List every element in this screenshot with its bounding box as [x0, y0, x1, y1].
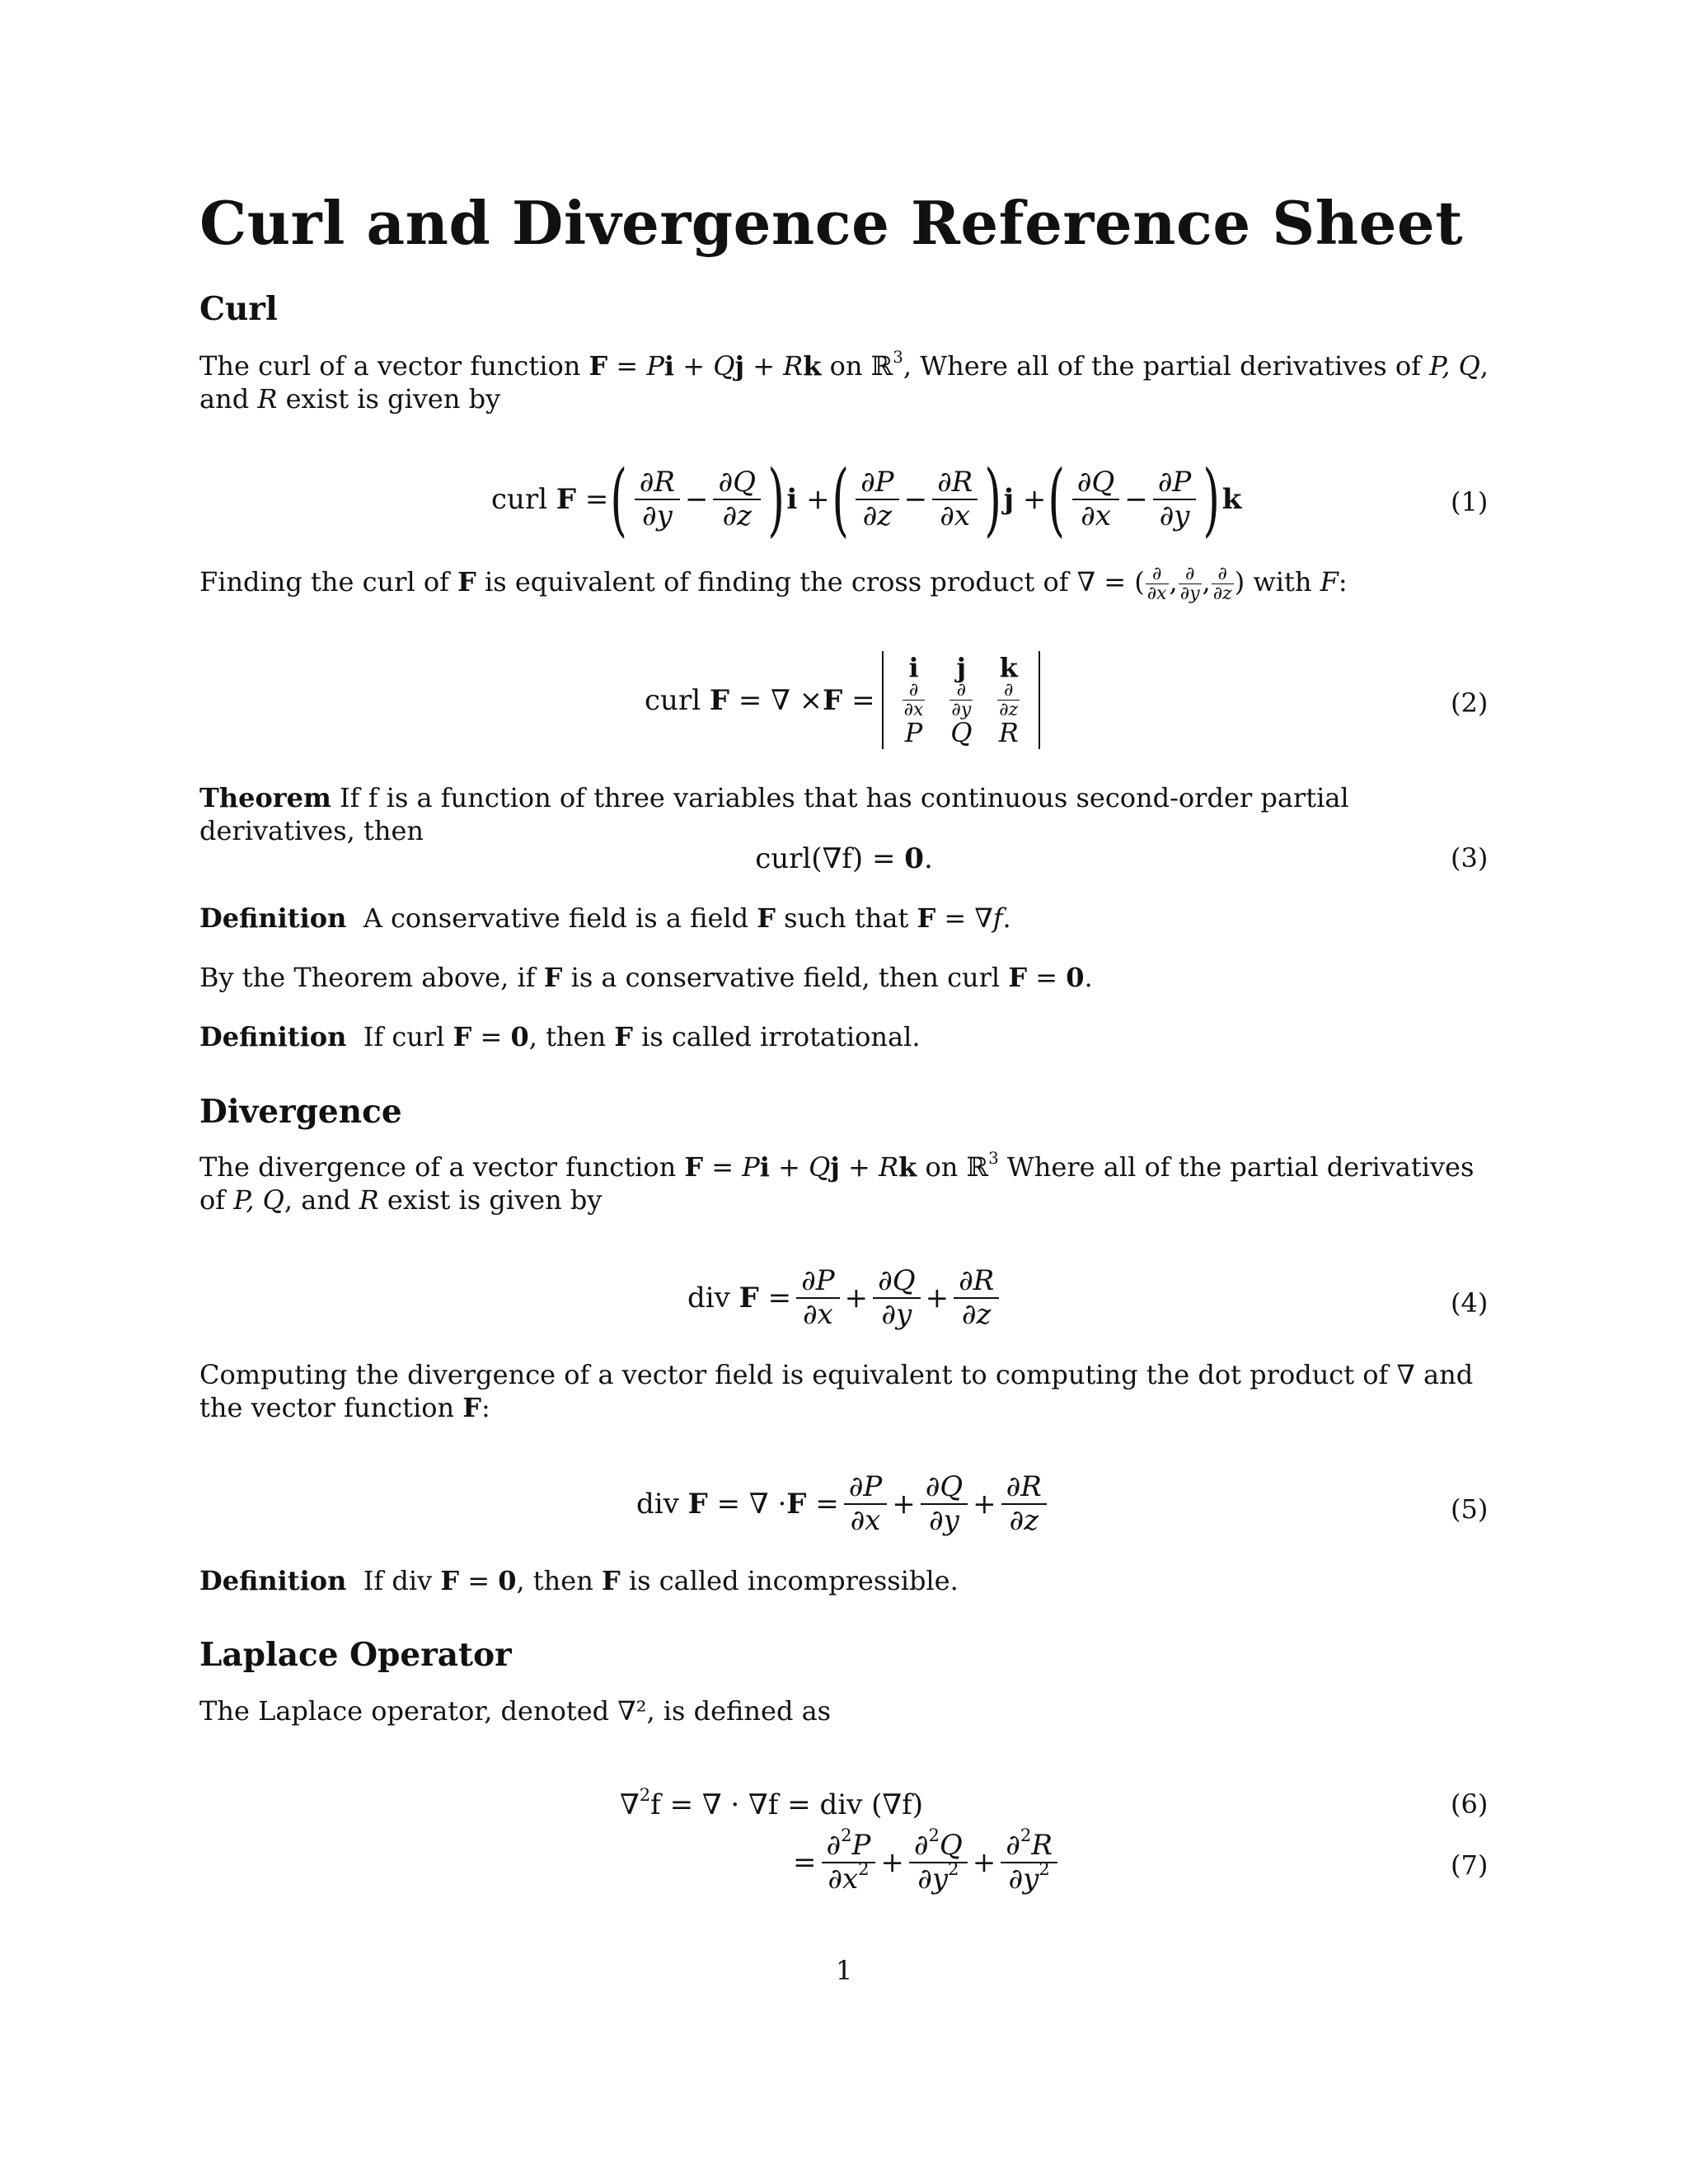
equation-3-number: (3) [1451, 842, 1489, 874]
definition-incompressible: Definition If div F = 0, then F is called incompressible. [199, 1565, 959, 1596]
theorem-paragraph: Theorem If f is a function of three variables that has continuous second-order partial derivatives, then [199, 782, 1349, 846]
page-number: 1 [835, 1955, 853, 1986]
equation-2-number: (2) [1451, 687, 1489, 719]
divergence-dot-product-paragraph: Computing the divergence of a vector field is equivalent to computing the dot product of ∇ and the vector function F: [199, 1359, 1474, 1423]
equation-6-number: (6) [1451, 1788, 1489, 1820]
equation-1-number: (1) [1451, 486, 1489, 518]
equation-2: curl F = ∇ × F = i j k $\frac{\partial}{\partial x}$ $\frac{\partial}{\partial y}$ $\frac{\partial}{\partial z}$ P Q R [645, 651, 1386, 749]
definition-irrotational: Definition If curl F = 0, then F is called irrotational. [199, 1021, 921, 1052]
section-heading-curl: Curl [199, 290, 278, 328]
divergence-intro-paragraph: The divergence of a vector function F = Pi + Qj + Rk on ℝ$^3$ Where all of the partial derivatives of P, Q, and R exist is given by [199, 1149, 1475, 1216]
equation-3: curl(∇f) = 0. [755, 842, 933, 875]
curl-intro-paragraph: The curl of a vector function F = Pi + Qj + Rk on ℝ$^3$, Where all of the partial derivatives of P, Q, and R exist is given by [199, 348, 1489, 415]
by-theorem-paragraph: By the Theorem above, if F is a conservative field, then curl F = 0. [199, 962, 1093, 993]
curl-cross-product-paragraph: Finding the curl of F is equivalent of finding the cross product of ∇ = ( $\frac{\partial}{\partial x}$ , $\frac{\partial}{\partial y}$ , $\frac{\partial}{\partial z}$ ) with F: [199, 564, 1348, 605]
section-heading-divergence: Divergence [199, 1093, 402, 1131]
section-heading-laplace: Laplace Operator [199, 1636, 512, 1674]
determinant-matrix: i j k $\frac{\partial}{\partial x}$ $\frac{\partial}{\partial y}$ $\frac{\partial}{\partial z}$ P Q R [882, 651, 1041, 749]
equation-7-number: (7) [1451, 1849, 1489, 1881]
definition-conservative: Definition A conservative field is a field F such that F = ∇f. [199, 902, 1011, 934]
equation-5: div F = ∇ · F = $\frac{\partial P}{\partial x}$ + $\frac{\partial Q}{\partial y}$ + $\frac{\partial R}{\partial z}$ [636, 1471, 1296, 1537]
equation-7: = $\frac{\partial^2P}{\partial x^2}$ + $\frac{\partial^2Q}{\partial y^2}$ + $\frac{\partial^2R}{\partial y^2}$ [793, 1830, 1370, 1896]
laplace-intro-paragraph: The Laplace operator, denoted ∇², is defined as [199, 1695, 832, 1727]
page-title: Curl and Divergence Reference Sheet [199, 188, 1463, 258]
equation-5-number: (5) [1451, 1493, 1489, 1525]
equation-6: ∇$^2$f = ∇ · ∇f = div (∇f) [620, 1784, 923, 1821]
equation-4-number: (4) [1451, 1287, 1489, 1319]
equation-1: curl F = ( $\frac{\partial R}{\partial y}$ − $\frac{\partial Q}{\partial z}$ ) i + ( $\frac{\partial P}{\partial z}$ − $\frac{\partial R}{\partial x}$ ) j + ( $\frac{\partial Q}{\partial x}$ − $\frac{\partial P}{\partial y}$ ) k [491, 453, 1242, 546]
equation-4: div F = $\frac{\partial P}{\partial x}$ + $\frac{\partial Q}{\partial y}$ + $\frac{\partial R}{\partial z}$ [687, 1265, 1264, 1331]
